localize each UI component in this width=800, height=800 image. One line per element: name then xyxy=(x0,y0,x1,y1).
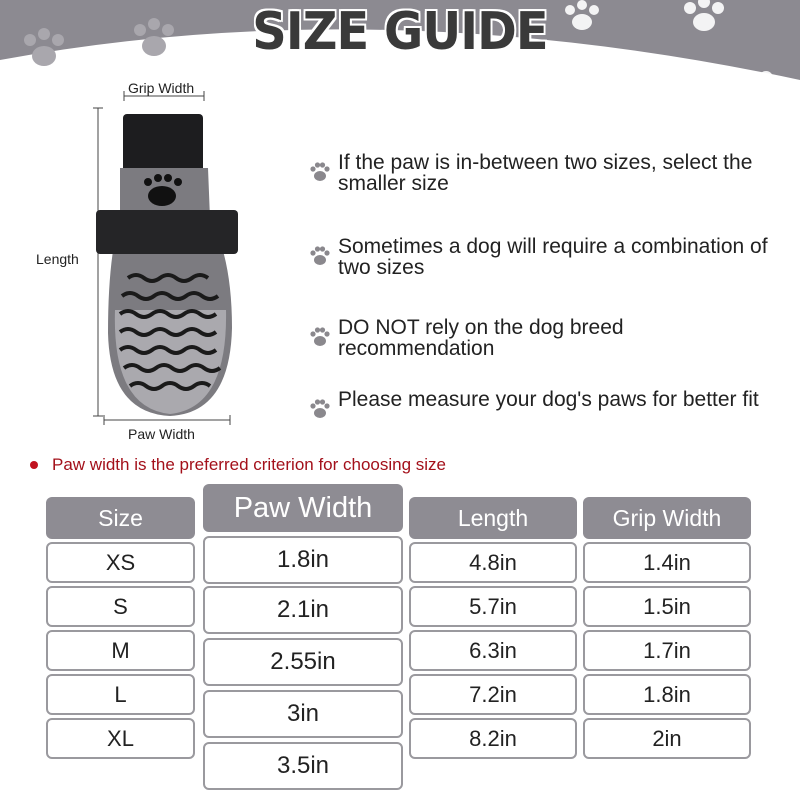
size-cell: M xyxy=(46,630,195,671)
paw-icon xyxy=(308,397,332,421)
grip-width-cell: 1.7in xyxy=(583,630,751,671)
paw-icon xyxy=(308,160,332,184)
grip-width-label: Grip Width xyxy=(128,80,195,96)
paw-width-cell: 3.5in xyxy=(203,742,403,790)
bullet-icon xyxy=(30,461,38,469)
header-grip-width: Grip Width xyxy=(583,497,751,539)
size-cell: L xyxy=(46,674,195,715)
length-cell: 4.8in xyxy=(409,542,577,583)
header-length: Length xyxy=(409,497,577,539)
tip-text: If the paw is in-between two sizes, select the smaller size xyxy=(338,151,753,195)
paw-width-label: Paw Width xyxy=(128,426,195,442)
note-text: Paw width is the preferred criterion for choosing size xyxy=(52,455,447,474)
paw-width-cell: 2.1in xyxy=(203,586,403,634)
page-title: SIZE GUIDE xyxy=(252,2,548,62)
length-cell: 6.3in xyxy=(409,630,577,671)
size-cell: S xyxy=(46,586,195,627)
paw-width-cell: 2.55in xyxy=(203,638,403,686)
header-size: Size xyxy=(46,497,195,539)
paw-width-cell: 3in xyxy=(203,690,403,738)
size-cell: XL xyxy=(46,718,195,759)
length-label: Length xyxy=(36,251,79,267)
tip-text: DO NOT rely on the dog breed recommendation xyxy=(338,316,624,360)
tip-text: Sometimes a dog will require a combination of two sizes xyxy=(338,235,768,279)
grip-width-cell: 2in xyxy=(583,718,751,759)
grip-width-cell: 1.8in xyxy=(583,674,751,715)
grip-width-cell: 1.5in xyxy=(583,586,751,627)
length-cell: 8.2in xyxy=(409,718,577,759)
paw-icon xyxy=(308,325,332,349)
header-paw-width: Paw Width xyxy=(203,484,403,532)
length-cell: 7.2in xyxy=(409,674,577,715)
size-cell: XS xyxy=(46,542,195,583)
dog-sock-image xyxy=(96,114,238,416)
length-cell: 5.7in xyxy=(409,586,577,627)
paw-icon xyxy=(308,244,332,268)
paw-width-cell: 1.8in xyxy=(203,536,403,584)
tip-text: Please measure your dog's paws for better fit xyxy=(338,388,759,411)
grip-width-cell: 1.4in xyxy=(583,542,751,583)
